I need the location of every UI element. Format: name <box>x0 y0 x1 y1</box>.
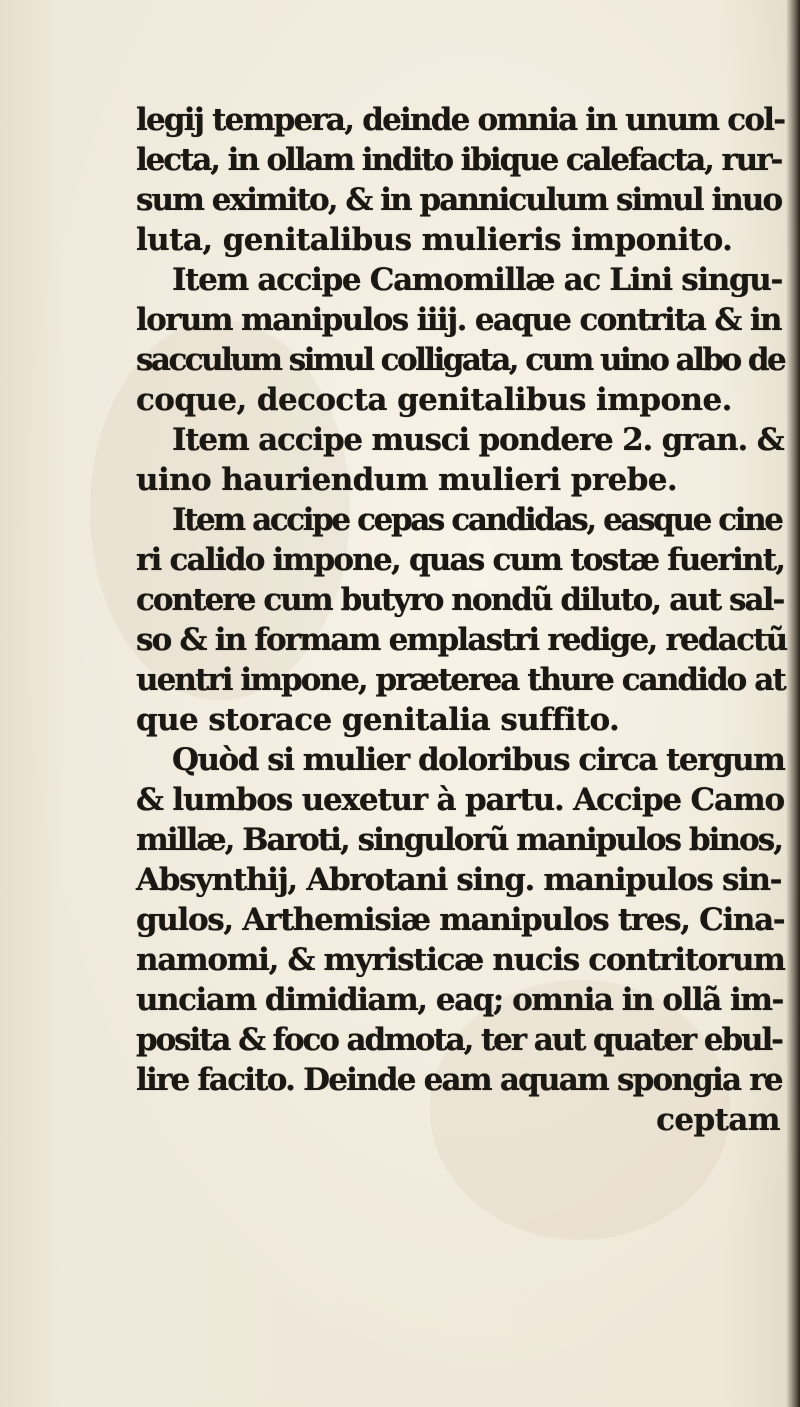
text-line: uentri impone, præterea thure candido at <box>136 662 785 698</box>
text-line: millæ, Baroti, singulorũ manipulos binos, <box>136 822 783 858</box>
text-line: luta, genitalibus mulieris imponito. <box>136 222 733 258</box>
text-line: lorum manipulos iiij. eaque contrita & in <box>136 302 781 338</box>
text-line: gulos, Arthemisiæ manipulos tres, Cina- <box>136 902 785 938</box>
text-line: so & in formam emplastri redige, redactũ <box>136 622 787 658</box>
text-line: legij tempera, deinde omnia in unum col- <box>136 102 785 138</box>
text-line: Item accipe musci pondere 2. gran. & <box>172 422 784 458</box>
text-block <box>136 100 786 1140</box>
text-line: ri calido impone, quas cum tostæ fuerint, <box>136 542 785 578</box>
text-line: unciam dimidiam, eaq; omnia in ollã im- <box>136 982 783 1018</box>
page-gutter-shadow <box>786 0 800 1407</box>
text-line: coque, decocta genitalibus impone. <box>136 382 732 418</box>
text-line: que storace genitalia suffito. <box>136 702 620 738</box>
text-line: Quòd si mulier doloribus circa tergum <box>172 742 785 778</box>
text-line: lecta, in ollam indito ibique calefacta, rur- <box>136 142 782 178</box>
text-line: Absynthij, Abrotani sing. manipulos sin- <box>136 862 782 898</box>
text-line: sum eximito, & in panniculum simul inuo <box>136 182 782 218</box>
text-line: sacculum simul colligata, cum uino albo de <box>136 342 785 378</box>
text-line: contere cum butyro nondũ diluto, aut sal- <box>136 582 784 618</box>
text-line: posita & foco admota, ter aut quater ebul- <box>136 1022 782 1058</box>
text-line: namomi, & myristicæ nucis contritorum <box>136 942 785 978</box>
text-line: uino hauriendum mulieri prebe. <box>136 462 678 498</box>
text-line: lire facito. Deinde eam aquam spongia re <box>136 1062 782 1098</box>
text-line: Item accipe Camomillæ ac Lini singu- <box>172 262 783 298</box>
text-line: Item accipe cepas candidas, easque cine <box>172 502 782 538</box>
text-line: & lumbos uexetur à partu. Accipe Camo <box>136 782 784 818</box>
catchword: ceptam <box>656 1102 780 1138</box>
